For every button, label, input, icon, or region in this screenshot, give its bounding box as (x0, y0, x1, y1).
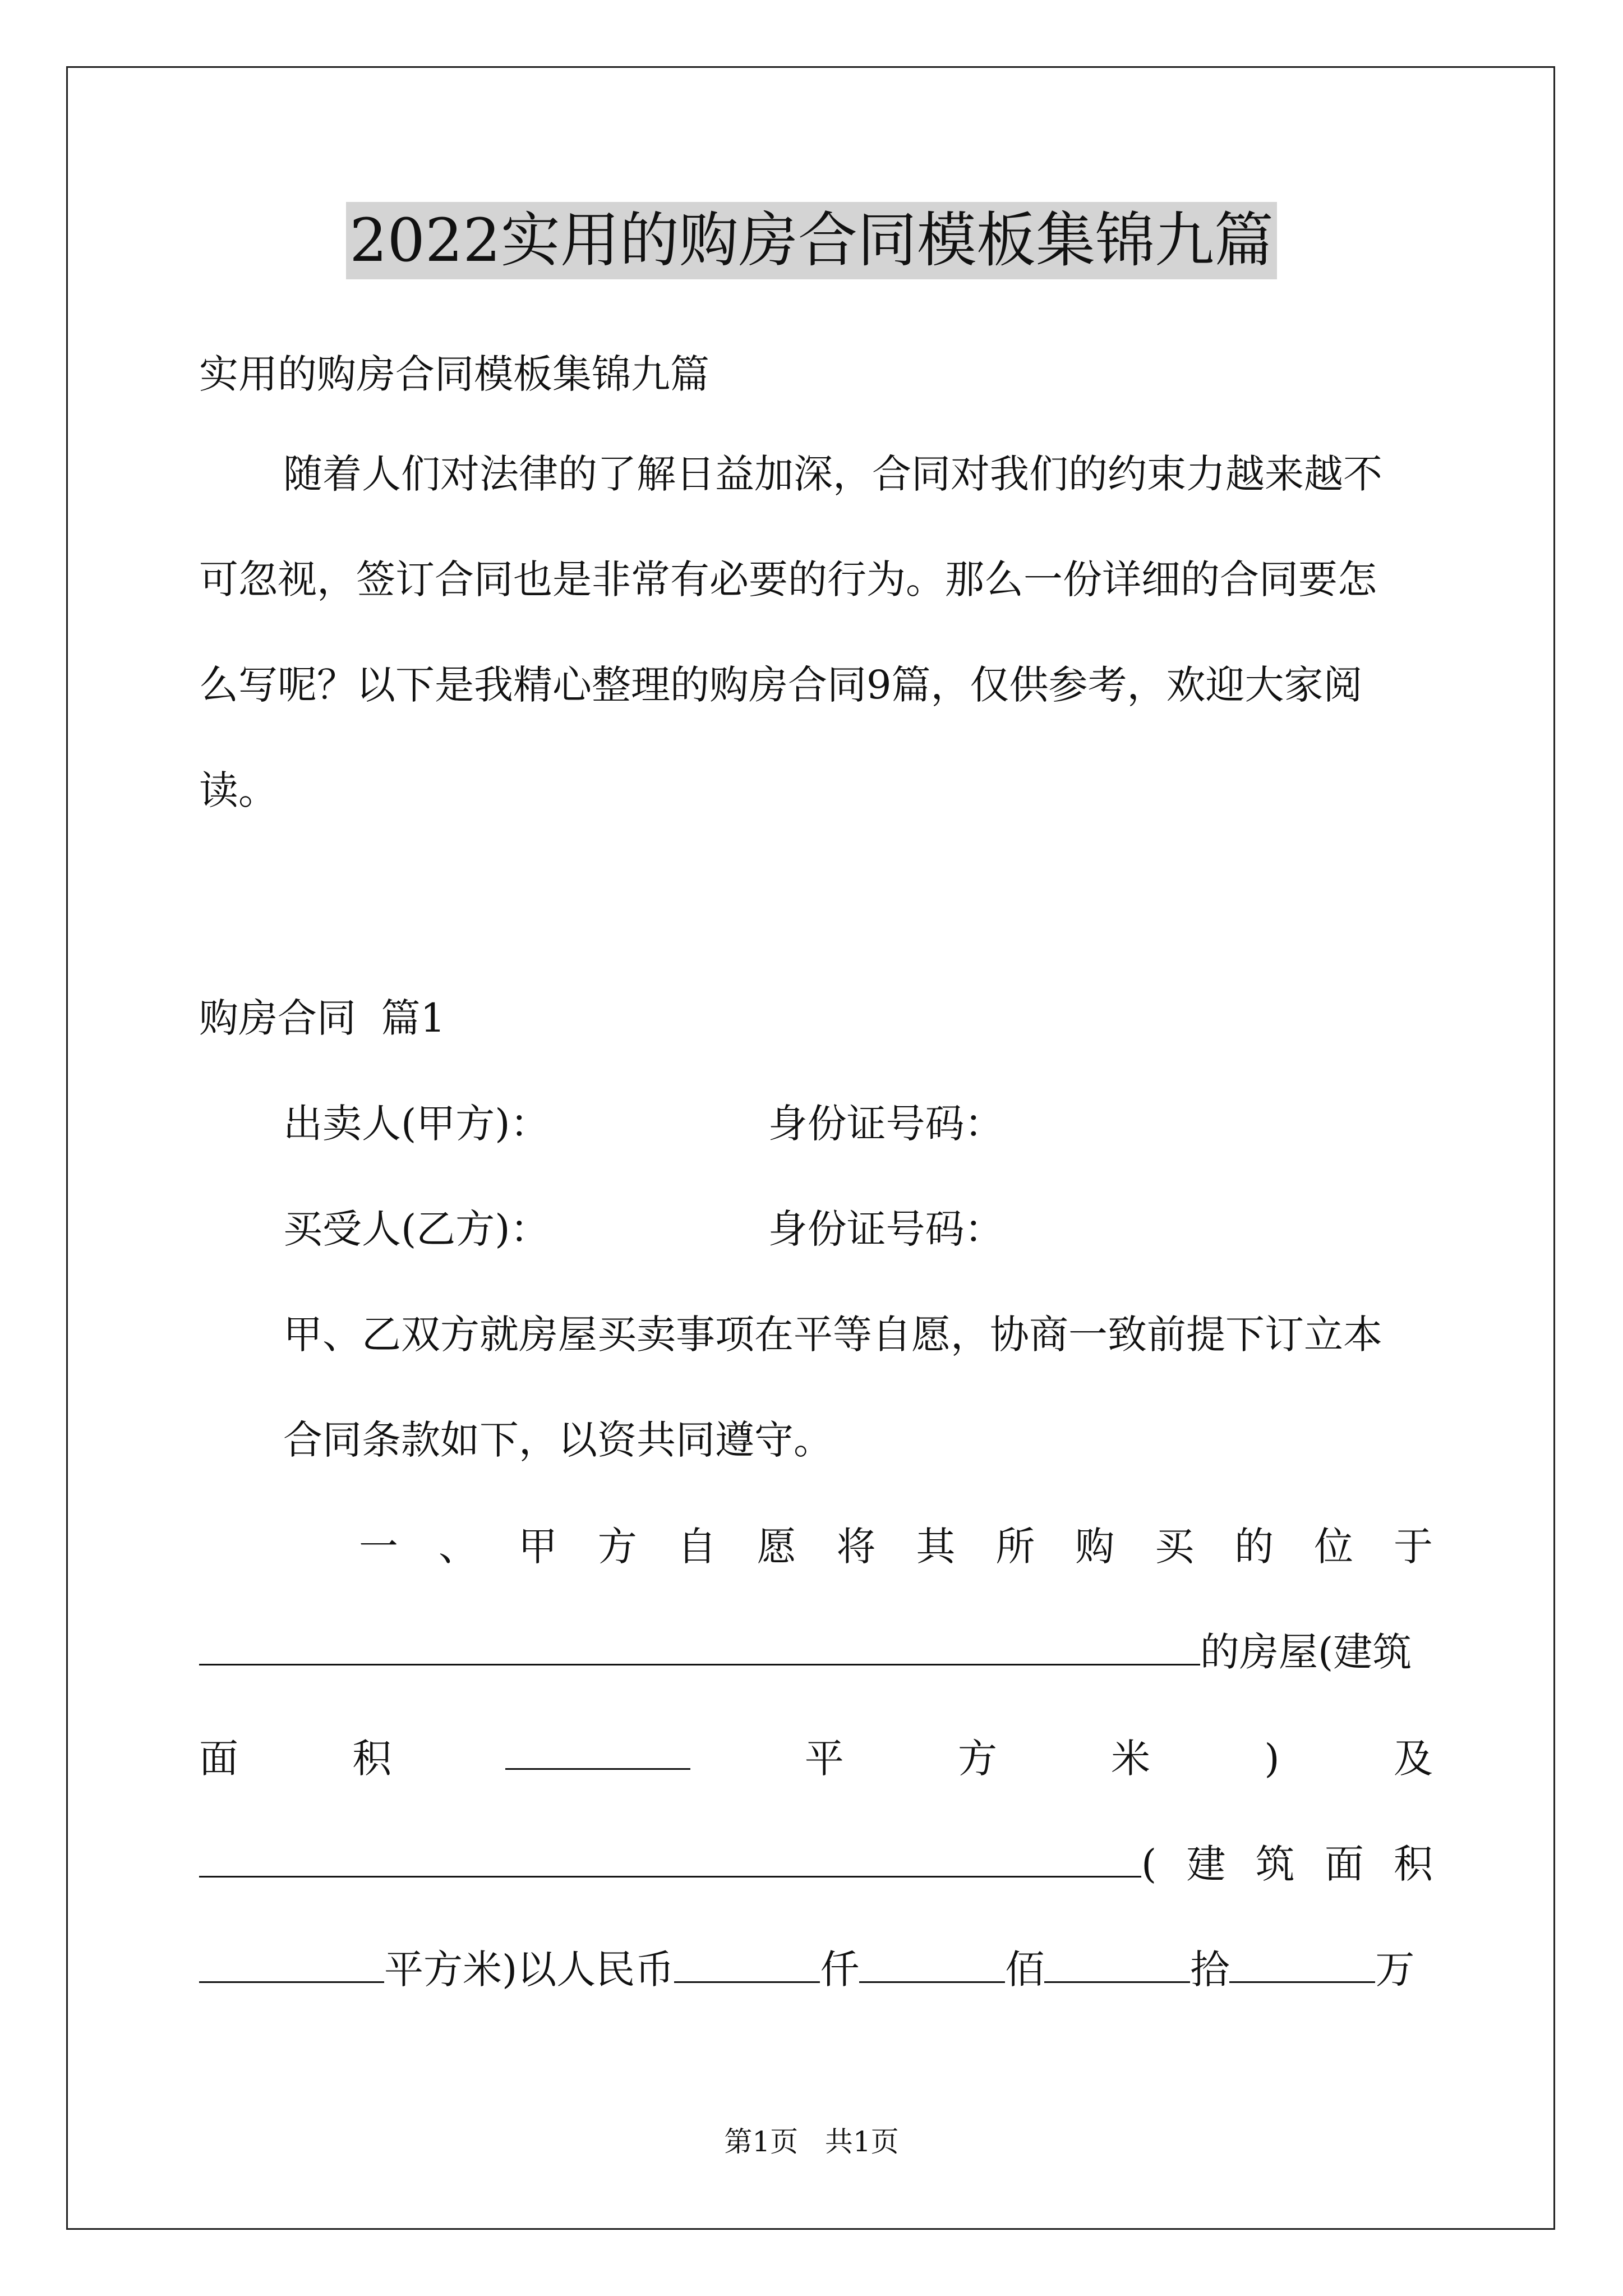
area-char: 方 (957, 1736, 997, 1782)
clause-char: 其 (916, 1524, 956, 1570)
house-text: 的房屋(建筑 (1200, 1629, 1412, 1675)
area-2-line (199, 1839, 1433, 1889)
page-footer: 第1页 共1页 (724, 2125, 899, 2158)
clause-char: 自 (677, 1524, 717, 1570)
unit-shi: 拾 (1190, 1947, 1230, 1993)
area-2-location-blank[interactable] (199, 1841, 1141, 1878)
area-char: 面 (199, 1736, 238, 1782)
agreement-line-1: 甲、乙双方就房屋买卖事项在平等自愿，协商一致前提下订立本 (283, 1312, 1382, 1358)
clause-char: 方 (597, 1524, 637, 1570)
price-hundreds-blank[interactable] (859, 1947, 1005, 1983)
price-wan-blank[interactable] (1229, 1947, 1375, 1983)
clause-char: 、 (438, 1524, 478, 1570)
area-2-char: 积 (1394, 1841, 1433, 1887)
area-char: ) (1264, 1736, 1280, 1782)
title-container (0, 202, 1623, 279)
area-char: 米 (1111, 1736, 1151, 1782)
unit-wan: 万 (1375, 1947, 1415, 1993)
section-heading: 购房合同 篇1 (199, 995, 446, 1041)
clause-char: 将 (836, 1524, 876, 1570)
agreement-line-2: 合同条款如下，以资共同遵守。 (283, 1417, 833, 1463)
area-char: 及 (1393, 1736, 1433, 1782)
document-subtitle: 实用的购房合同模板集锦九篇 (199, 351, 709, 397)
clause-char: 位 (1314, 1524, 1354, 1570)
buyer-id-label: 身份证号码： (768, 1206, 1004, 1252)
area-2-blank[interactable] (199, 1947, 384, 1983)
price-tens-blank[interactable] (1044, 1947, 1190, 1983)
clause-1-line (359, 1521, 1433, 1572)
intro-line-3: 么写呢？以下是我精心整理的购房合同9篇，仅供参考，欢迎大家阅 (199, 662, 1363, 708)
unit-bai: 佰 (1005, 1947, 1045, 1993)
clause-char: 甲 (518, 1524, 557, 1570)
seller-id-label: 身份证号码： (768, 1101, 1004, 1147)
unit-qian: 仟 (820, 1947, 860, 1993)
buyer-label: 买受人(乙方)： (283, 1206, 550, 1252)
clause-char: 一 (359, 1524, 398, 1570)
clause-char: 所 (995, 1524, 1035, 1570)
intro-line-2: 可忽视，签订合同也是非常有必要的行为。那么一份详细的合同要怎 (199, 556, 1377, 602)
intro-line-1: 随着人们对法律的了解日益加深，合同对我们的约束力越来越不 (283, 451, 1382, 497)
seller-row (283, 1098, 1433, 1149)
house-location-line (199, 1627, 1433, 1677)
price-text: 平方米)以人民币 (384, 1947, 675, 1993)
clause-char: 购 (1075, 1524, 1115, 1570)
area-line (199, 1733, 1433, 1784)
area-blank[interactable] (505, 1733, 690, 1770)
area-char: 积 (352, 1736, 392, 1782)
clause-char: 愿 (757, 1524, 796, 1570)
buyer-row (283, 1204, 1433, 1254)
document-title: 2022实用的购房合同模板集锦九篇 (346, 202, 1277, 279)
location-blank[interactable] (199, 1629, 1200, 1665)
price-line (199, 1944, 1433, 1995)
area-2-char: ( (1141, 1841, 1157, 1887)
area-2-char: 筑 (1255, 1841, 1295, 1887)
area-2-text (1141, 1839, 1433, 1889)
intro-line-4: 读。 (199, 767, 278, 813)
area-char: 平 (804, 1736, 844, 1782)
clause-char: 于 (1393, 1524, 1433, 1570)
price-thousands-blank[interactable] (674, 1947, 820, 1983)
clause-char: 买 (1155, 1524, 1195, 1570)
clause-char: 的 (1234, 1524, 1274, 1570)
area-2-char: 建 (1186, 1841, 1226, 1887)
area-2-char: 面 (1324, 1841, 1364, 1887)
seller-label: 出卖人(甲方)： (283, 1101, 550, 1147)
